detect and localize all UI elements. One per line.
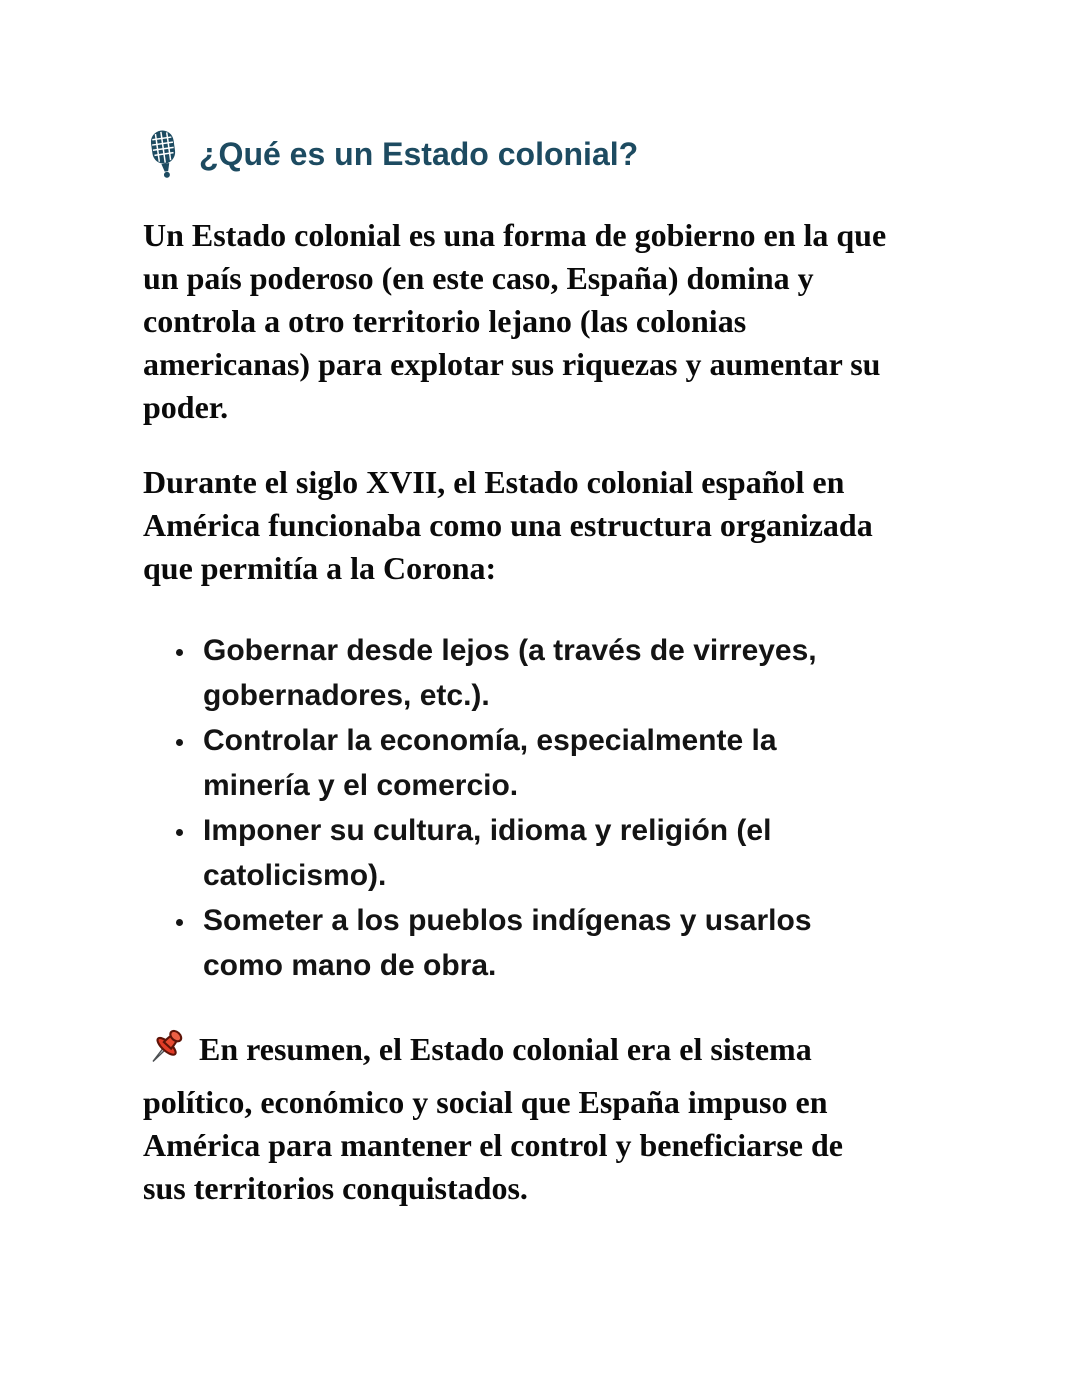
- page-title: [143, 128, 891, 180]
- list-item: Gobernar desde lejos (a través de virreyes, gobernadores, etc.).: [203, 628, 891, 718]
- intro-paragraph: Un Estado colonial es una forma de gobierno en la que un país poderoso (en este caso, España) domina y controla a otro territorio lejano (las colonias americanas) para explotar sus riquezas y aumentar su poder.: [143, 217, 887, 425]
- page-title-text: ¿Qué es un Estado colonial?: [199, 135, 639, 172]
- colonial-functions-list: [143, 628, 891, 988]
- microphone-icon: [143, 128, 185, 180]
- summary-text: En resumen, el Estado colonial era el sistema político, económico y social que España impuso en América para mantener el control y beneficiarse de sus territorios conquistados.: [143, 1031, 843, 1206]
- context-paragraph: Durante el siglo XVII, el Estado colonial español en América funcionaba como una estructura organizada que permitía a la Corona:: [143, 464, 873, 586]
- document-content: [143, 128, 891, 1210]
- list-item: Controlar la economía, especialmente la minería y el comercio.: [203, 718, 891, 808]
- pushpin-icon: [143, 1024, 189, 1081]
- summary-paragraph: [143, 1024, 891, 1210]
- list-item: Someter a los pueblos indígenas y usarlos como mano de obra.: [203, 898, 891, 988]
- list-item: Imponer su cultura, idioma y religión (el catolicismo).: [203, 808, 891, 898]
